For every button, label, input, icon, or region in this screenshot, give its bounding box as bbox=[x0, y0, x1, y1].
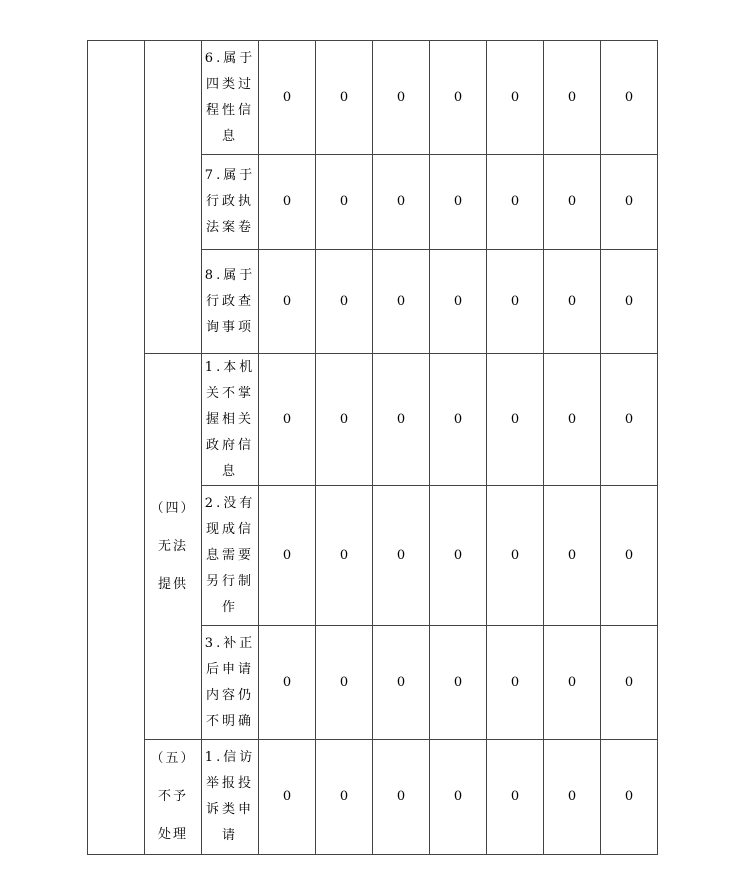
value-cell: 0 bbox=[259, 740, 316, 855]
row-label: 8.属于行政查询事项 bbox=[202, 250, 259, 354]
table-row bbox=[88, 740, 658, 855]
value-cell: 0 bbox=[601, 155, 658, 250]
value-cell: 0 bbox=[487, 41, 544, 155]
value-cell: 0 bbox=[259, 626, 316, 740]
value-cell: 0 bbox=[430, 155, 487, 250]
category-cell-not-processed bbox=[145, 740, 202, 855]
statistics-table bbox=[87, 40, 658, 855]
value-cell: 0 bbox=[259, 250, 316, 354]
value-cell: 0 bbox=[316, 155, 373, 250]
value-cell: 0 bbox=[430, 626, 487, 740]
value-cell: 0 bbox=[259, 155, 316, 250]
value-cell: 0 bbox=[373, 155, 430, 250]
value-cell: 0 bbox=[430, 250, 487, 354]
value-cell: 0 bbox=[601, 41, 658, 155]
value-cell: 0 bbox=[259, 486, 316, 626]
value-cell: 0 bbox=[430, 486, 487, 626]
value-cell: 0 bbox=[487, 155, 544, 250]
category-line: 不予 bbox=[157, 789, 188, 804]
value-cell: 0 bbox=[601, 250, 658, 354]
value-cell: 0 bbox=[373, 486, 430, 626]
value-cell: 0 bbox=[373, 626, 430, 740]
row-label: 1.本机关不掌握相关政府信息 bbox=[202, 354, 259, 486]
category-line: 提供 bbox=[157, 576, 188, 592]
value-cell: 0 bbox=[430, 740, 487, 855]
category-line: 处理 bbox=[157, 827, 188, 842]
value-cell: 0 bbox=[373, 354, 430, 486]
value-cell: 0 bbox=[544, 626, 601, 740]
row-label: 2.没有现成信息需要另行制作 bbox=[202, 486, 259, 626]
value-cell: 0 bbox=[487, 250, 544, 354]
table-row bbox=[88, 41, 658, 155]
value-cell: 0 bbox=[316, 486, 373, 626]
value-cell: 0 bbox=[487, 486, 544, 626]
value-cell: 0 bbox=[601, 740, 658, 855]
value-cell: 0 bbox=[544, 250, 601, 354]
row-label: 3.补正后申请内容仍不明确 bbox=[202, 626, 259, 740]
category-line: 无法 bbox=[157, 538, 188, 554]
value-cell: 0 bbox=[544, 740, 601, 855]
value-cell: 0 bbox=[316, 41, 373, 155]
value-cell: 0 bbox=[373, 41, 430, 155]
outer-category-cell bbox=[88, 41, 145, 855]
value-cell: 0 bbox=[316, 354, 373, 486]
value-cell: 0 bbox=[487, 626, 544, 740]
value-cell: 0 bbox=[544, 354, 601, 486]
value-cell: 0 bbox=[601, 626, 658, 740]
category-line: （五） bbox=[150, 751, 196, 766]
category-cell-unable-to-provide bbox=[145, 354, 202, 740]
table-row bbox=[88, 354, 658, 486]
category-line: （四） bbox=[150, 500, 196, 516]
value-cell: 0 bbox=[544, 155, 601, 250]
value-cell: 0 bbox=[373, 250, 430, 354]
row-label: 1.信访举报投诉类申请 bbox=[202, 740, 259, 855]
value-cell: 0 bbox=[601, 354, 658, 486]
value-cell: 0 bbox=[430, 41, 487, 155]
value-cell: 0 bbox=[601, 486, 658, 626]
value-cell: 0 bbox=[373, 740, 430, 855]
row-label: 6.属于四类过程性信息 bbox=[202, 41, 259, 155]
value-cell: 0 bbox=[487, 354, 544, 486]
value-cell: 0 bbox=[487, 740, 544, 855]
value-cell: 0 bbox=[316, 626, 373, 740]
value-cell: 0 bbox=[430, 354, 487, 486]
value-cell: 0 bbox=[544, 486, 601, 626]
value-cell: 0 bbox=[316, 250, 373, 354]
row-label: 7.属于行政执法案卷 bbox=[202, 155, 259, 250]
value-cell: 0 bbox=[259, 354, 316, 486]
value-cell: 0 bbox=[259, 41, 316, 155]
value-cell: 0 bbox=[316, 740, 373, 855]
category-cell bbox=[145, 41, 202, 354]
value-cell: 0 bbox=[544, 41, 601, 155]
